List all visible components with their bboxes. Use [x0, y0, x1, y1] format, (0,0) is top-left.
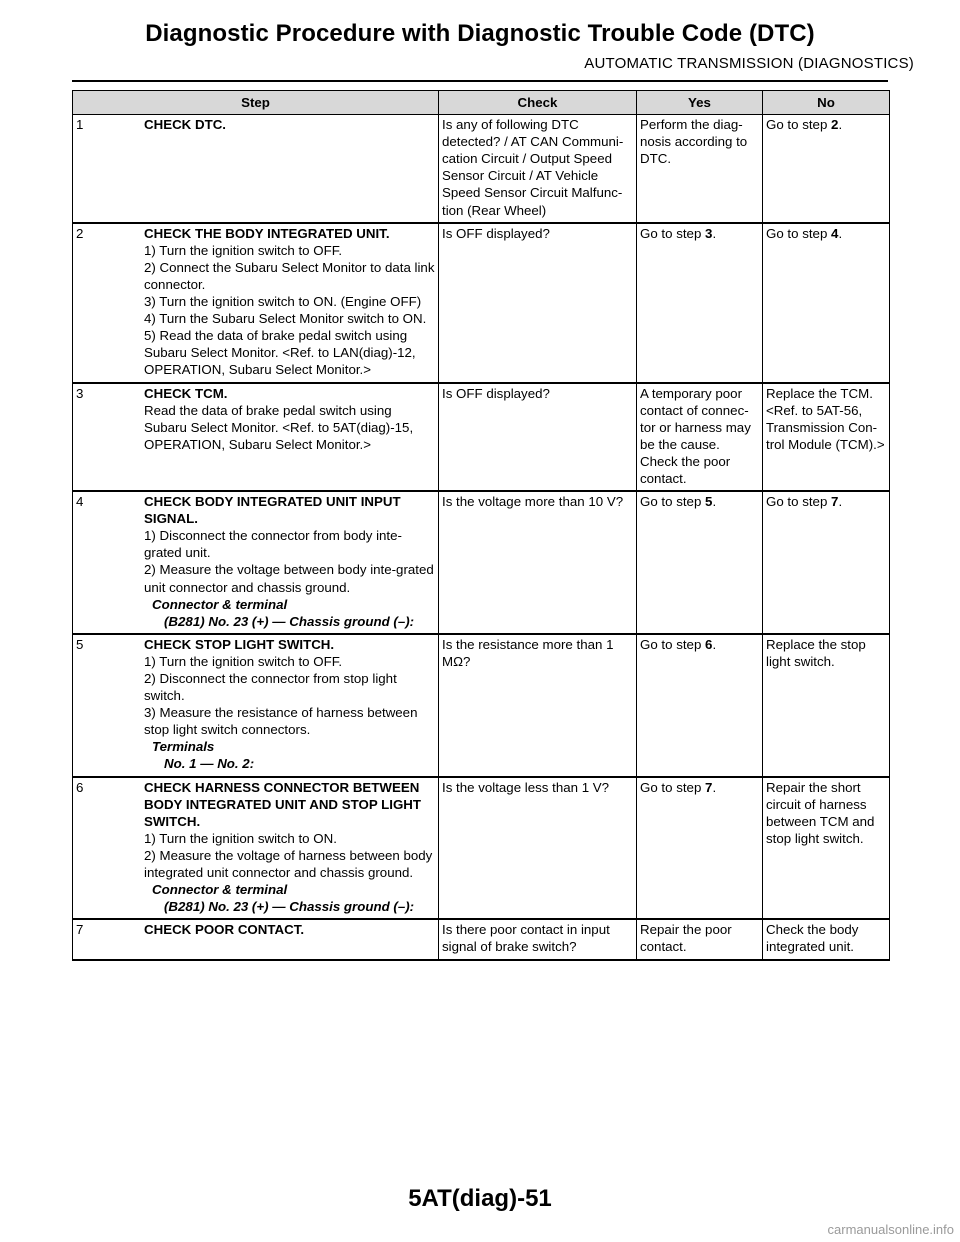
check-cell: Is the voltage more than 10 V?: [439, 491, 637, 634]
table-row: [73, 491, 890, 634]
no-cell-text: Repair the short circuit of harness between TCM and stop light switch.: [766, 779, 875, 846]
yes-cell-text: Perform the diag-nosis according to DTC.: [640, 117, 748, 167]
no-cell-text: Go to step: [766, 225, 832, 241]
spec-line: (B281) No. 23 (+) — Chassis ground (–):: [164, 613, 415, 629]
procedure-line: 2) Disconnect the connector from stop light switch.: [144, 671, 397, 704]
column-header-yes: Yes: [637, 91, 763, 115]
yes-cell: Go to step 3.: [637, 223, 763, 383]
table-row: [73, 383, 890, 492]
yes-cell: Go to step 6.: [637, 634, 763, 777]
table-header-row: [73, 91, 890, 115]
table-row: [73, 919, 890, 959]
page-number: 5AT(diag)-51: [408, 1185, 552, 1212]
no-cell: Go to step 7.: [763, 491, 890, 634]
step-cell: [73, 777, 439, 920]
step-title: CHECK DTC.: [144, 117, 226, 133]
step-reference: 7: [831, 494, 839, 510]
spec-line: Terminals: [152, 739, 215, 755]
step-cell: [73, 491, 439, 634]
spec-line: (B281) No. 23 (+) — Chassis ground (–):: [164, 899, 415, 915]
table-row: [73, 223, 890, 383]
diagnostic-table: [72, 90, 890, 961]
procedure-line: 1) Turn the ignition switch to OFF.: [144, 653, 343, 669]
step-title: CHECK HARNESS CONNECTOR BETWEEN BODY INTEGRATED UNIT AND STOP LIGHT SWITCH.: [144, 779, 422, 829]
step-title: CHECK STOP LIGHT SWITCH.: [144, 636, 335, 652]
step-number: 1: [76, 117, 84, 133]
procedure-line: 2) Measure the voltage between body inte-grated unit connector and chassis ground.: [144, 562, 434, 595]
no-cell-text: Go to step: [766, 117, 832, 133]
yes-cell: [637, 115, 763, 223]
step-number: 4: [76, 494, 84, 510]
step-reference: 4: [831, 225, 839, 241]
no-cell: [763, 634, 890, 777]
procedure-line: 4) Turn the Subaru Select Monitor switch to ON.: [144, 311, 427, 327]
step-title: CHECK POOR CONTACT.: [144, 922, 305, 938]
procedure-line: 1) Turn the ignition switch to OFF.: [144, 242, 343, 258]
step-number: 2: [76, 225, 84, 241]
check-cell: Is OFF displayed?: [439, 223, 637, 383]
procedure-line: 2) Measure the voltage of harness between body integrated unit connector and chassis ground.: [144, 847, 433, 881]
yes-cell-text: Go to step: [640, 636, 706, 652]
no-cell: [763, 383, 890, 492]
procedure-line: 5) Read the data of brake pedal switch using Subaru Select Monitor. <Ref. to LAN(diag)-12, OPERATION, Subaru Select Monitor.>: [144, 328, 416, 378]
procedure-line: 3) Measure the resistance of harness between stop light switch connectors.: [144, 705, 418, 738]
step-cell: [73, 115, 439, 223]
step-number: 3: [76, 385, 84, 401]
procedure-line: 3) Turn the ignition switch to ON. (Engine OFF): [144, 294, 422, 310]
no-cell-text: Replace the TCM. <Ref. to 5AT-56, Transmission Con-trol Module (TCM).>: [766, 385, 885, 452]
step-title: CHECK THE BODY INTEGRATED UNIT.: [144, 225, 390, 241]
yes-cell-text: Go to step: [640, 779, 706, 795]
yes-cell: Go to step 7.: [637, 777, 763, 920]
no-cell-text: Go to step: [766, 494, 832, 510]
no-cell-text: Replace the stop light switch.: [766, 636, 866, 669]
step-number: 6: [76, 779, 84, 795]
step-title: CHECK BODY INTEGRATED UNIT INPUT SIGNAL.: [144, 494, 401, 527]
procedure-line: 2) Connect the Subaru Select Monitor to data link connector.: [144, 259, 435, 292]
yes-cell-text: Go to step: [640, 494, 706, 510]
column-header-no: No: [763, 91, 890, 115]
table-row: [73, 634, 890, 777]
step-cell: [73, 919, 439, 959]
step-cell: [73, 383, 439, 492]
no-cell: [763, 777, 890, 920]
no-cell: Go to step 2.: [763, 115, 890, 223]
step-reference: 3: [705, 225, 713, 241]
yes-cell-text: Go to step: [640, 225, 706, 241]
step-number: 7: [76, 922, 84, 938]
no-cell: Go to step 4.: [763, 223, 890, 383]
yes-cell: [637, 919, 763, 959]
check-cell: Is the resistance more than 1 MΩ?: [439, 634, 637, 777]
step-reference: 5: [705, 494, 713, 510]
column-header-step: Step: [73, 91, 439, 115]
step-reference: 2: [831, 117, 839, 133]
header-rule: [72, 80, 888, 82]
no-cell-text: Check the body integrated unit.: [766, 922, 859, 955]
spec-line: No. 1 — No. 2:: [164, 756, 255, 772]
step-reference: 7: [705, 779, 713, 795]
table-body: [73, 115, 890, 960]
table-row: [73, 777, 890, 920]
step-title: CHECK TCM.: [144, 385, 228, 401]
check-cell: Is any of following DTC detected? / AT CAN Communi-cation Circuit / Output Speed Sensor Circuit / AT Vehicle Speed Sensor Circuit Malfunc-tion (Rear Wheel): [439, 115, 637, 223]
check-cell: Is the voltage less than 1 V?: [439, 777, 637, 920]
procedure-line: 1) Turn the ignition switch to ON.: [144, 830, 337, 846]
step-cell: [73, 223, 439, 383]
yes-cell-text: Repair the poor contact.: [640, 922, 732, 955]
check-cell: Is there poor contact in input signal of brake switch?: [439, 919, 637, 959]
no-cell: [763, 919, 890, 959]
spec-line: Connector & terminal: [152, 596, 288, 612]
yes-cell: [637, 383, 763, 492]
procedure-line: Read the data of brake pedal switch using Subaru Select Monitor. <Ref. to 5AT(diag)-15, OPERATION, Subaru Select Monitor.>: [144, 402, 414, 452]
section-subtitle: AUTOMATIC TRANSMISSION (DIAGNOSTICS): [584, 55, 914, 72]
step-number: 5: [76, 636, 84, 652]
procedure-line: 1) Disconnect the connector from body inte-grated unit.: [144, 528, 402, 561]
column-header-check: Check: [439, 91, 637, 115]
watermark: carmanualsonline.info: [827, 1222, 954, 1237]
step-reference: 6: [705, 636, 713, 652]
step-cell: [73, 634, 439, 777]
table-row: [73, 115, 890, 223]
page-title: Diagnostic Procedure with Diagnostic Trouble Code (DTC): [145, 20, 815, 47]
yes-cell: Go to step 5.: [637, 491, 763, 634]
yes-cell-text: A temporary poor contact of connec-tor or harness may be the cause. Check the poor contact.: [640, 385, 751, 486]
check-cell: Is OFF displayed?: [439, 383, 637, 492]
spec-line: Connector & terminal: [152, 882, 288, 898]
